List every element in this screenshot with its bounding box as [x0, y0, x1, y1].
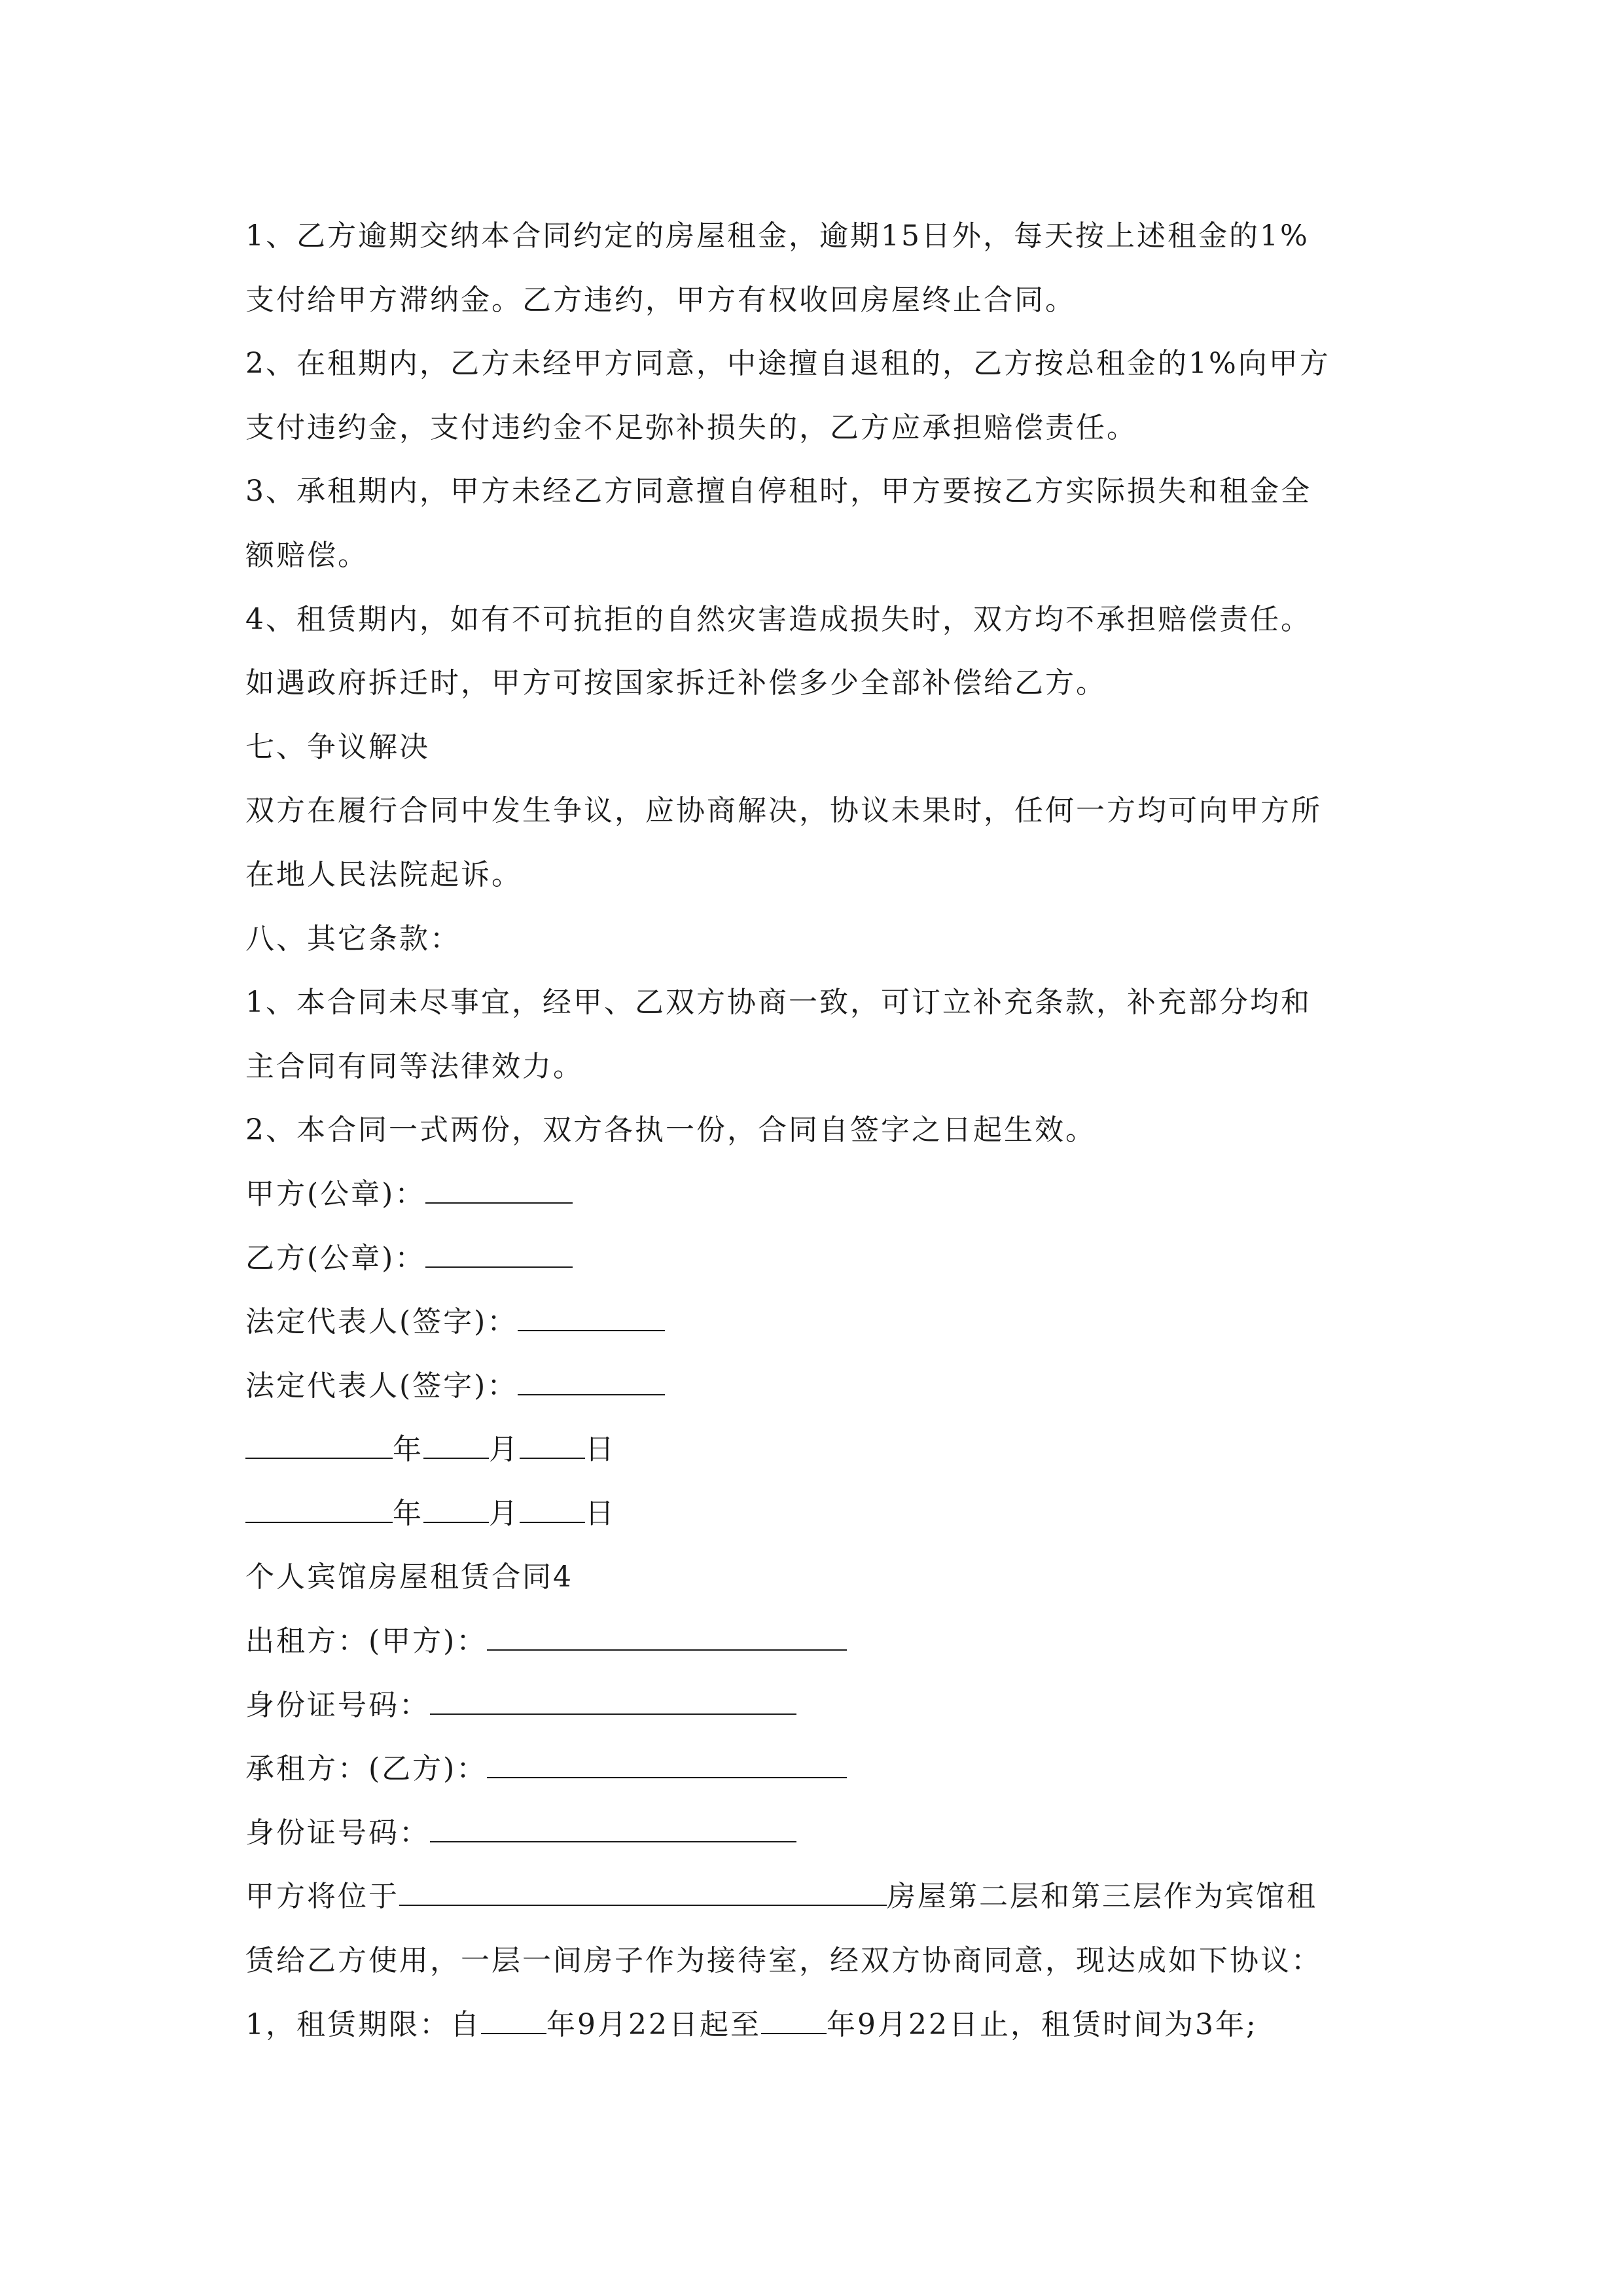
end-year-blank[interactable]: [761, 2011, 827, 2034]
clause-line: 2、在租期内，乙方未经甲方同意，中途擅自退租的，乙方按总租金的1%向甲方: [245, 347, 1330, 381]
signature-blank[interactable]: [518, 1308, 665, 1331]
lease-term-line: [245, 1993, 1387, 2057]
clause-line: 主合同有同等法律效力。: [245, 1049, 584, 1083]
clause-line: 1、本合同未尽事宜，经甲、乙双方协商一致，可订立补充条款，补充部分均和: [245, 986, 1311, 1020]
clause-line: 在地人民法院起诉。: [245, 857, 522, 891]
lessee-id-line: [245, 1801, 1387, 1865]
day-blank[interactable]: [520, 1435, 585, 1459]
clause-line: 支付给甲方滞纳金。乙方违约，甲方有权收回房屋终止合同。: [245, 283, 1076, 317]
clause-line: 双方在履行合同中发生争议，应协商解决，协议未果时，任何一方均可向甲方所: [245, 794, 1322, 828]
year-blank[interactable]: [245, 1435, 393, 1459]
clause-line: 3、承租期内，甲方未经乙方同意擅自停租时，甲方要按乙方实际损失和租金全: [245, 475, 1311, 509]
month-blank[interactable]: [423, 1435, 489, 1459]
signature-rep-b: [245, 1354, 1387, 1418]
year-label: 年: [393, 1496, 423, 1530]
id-blank[interactable]: [430, 1691, 796, 1715]
location-blank[interactable]: [399, 1882, 887, 1906]
day-blank[interactable]: [520, 1499, 585, 1523]
start-year-blank[interactable]: [481, 2011, 546, 2034]
signature-rep-a: [245, 1290, 1387, 1354]
id-blank[interactable]: [430, 1819, 796, 1842]
signature-party-a: [245, 1162, 1387, 1227]
location-suffix: 房屋第二层和第三层作为宾馆租: [887, 1880, 1317, 1914]
signature-label: 法定代表人(签字)：: [245, 1369, 518, 1403]
month-label: 月: [489, 1433, 520, 1467]
month-blank[interactable]: [423, 1499, 489, 1523]
term-middle: 年9月22日起至: [546, 2007, 761, 2041]
day-label: 日: [585, 1433, 616, 1467]
id-label: 身份证号码：: [245, 1816, 430, 1850]
signature-label: 法定代表人(签字)：: [245, 1305, 518, 1339]
id-label: 身份证号码：: [245, 1688, 430, 1722]
term-prefix: 1，租赁期限：自: [245, 2007, 481, 2041]
clause-line: 1、乙方逾期交纳本合同约定的房屋租金，逾期15日外，每天按上述租金的1%: [245, 219, 1310, 253]
date-line: [245, 1482, 1387, 1546]
signature-party-b: [245, 1227, 1387, 1291]
clause-line: 支付违约金，支付违约金不足弥补损失的，乙方应承担赔偿责任。: [245, 410, 1137, 444]
lessor-label: 出租方：(甲方)：: [245, 1624, 488, 1659]
date-line: [245, 1418, 1387, 1482]
contract-title: 个人宾馆房屋租赁合同4: [245, 1560, 573, 1594]
signature-label: 乙方(公章)：: [245, 1241, 426, 1275]
signature-label: 甲方(公章)：: [245, 1177, 426, 1211]
section-heading: 七、争议解决: [245, 730, 430, 764]
year-label: 年: [393, 1433, 423, 1467]
day-label: 日: [585, 1496, 616, 1530]
signature-blank[interactable]: [425, 1244, 573, 1268]
signature-blank[interactable]: [425, 1180, 573, 1204]
year-blank[interactable]: [245, 1499, 393, 1523]
clause-line: 如遇政府拆迁时，甲方可按国家拆迁补偿多少全部补偿给乙方。: [245, 666, 1107, 700]
month-label: 月: [489, 1496, 520, 1530]
document-page: [245, 204, 1387, 2056]
lessee-blank[interactable]: [487, 1755, 847, 1778]
clause-line: 4、租赁期内，如有不可抗拒的自然灾害造成损失时，双方均不承担赔偿责任。: [245, 602, 1311, 636]
lessor-id-line: [245, 1674, 1387, 1738]
clause-line: 额赔偿。: [245, 538, 368, 572]
lessee-label: 承租方：(乙方)：: [245, 1752, 488, 1786]
lessor-blank[interactable]: [487, 1627, 847, 1651]
location-line: [245, 1865, 1387, 1929]
section-heading: 八、其它条款：: [245, 922, 461, 956]
location-prefix: 甲方将位于: [245, 1880, 399, 1914]
lessor-line: [245, 1609, 1387, 1674]
clause-line: 2、本合同一式两份，双方各执一份，合同自签字之日起生效。: [245, 1113, 1096, 1147]
signature-blank[interactable]: [518, 1372, 665, 1395]
term-suffix: 年9月22日止，租赁时间为3年;: [826, 2007, 1258, 2041]
lessee-line: [245, 1737, 1387, 1801]
clause-line: 赁给乙方使用，一层一间房子作为接待室，经双方协商同意，现达成如下协议：: [245, 1944, 1322, 1978]
